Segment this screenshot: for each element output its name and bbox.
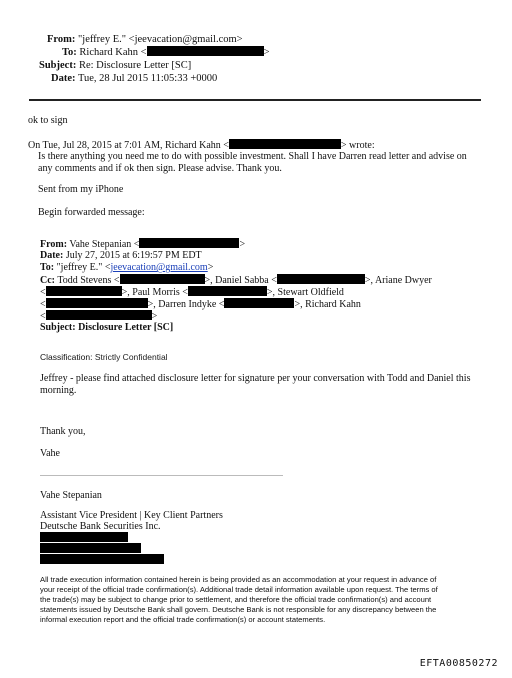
fwd-to-email-link[interactable]: jeevacation@gmail.com — [110, 262, 208, 273]
message-name: Vahe — [40, 448, 60, 459]
quote-intro-pre: On Tue, Jul 28, 2015 at 7:01 AM, Richard Kahn < — [28, 140, 229, 151]
fwd-date-row — [40, 250, 202, 263]
redaction-box — [277, 274, 365, 284]
redaction-box — [224, 298, 294, 308]
fwd-cc-text: > — [151, 311, 158, 322]
disclaimer-line: All trade execution information contained herein is being provided as an accommodation at your request in advance of — [40, 575, 437, 584]
redaction-box — [40, 554, 164, 564]
fwd-cc-text: >, Stewart Oldfield — [266, 287, 344, 298]
disclaimer-line: the trade(s) may be subject to change prior to settlement, and therefore the official trade confirmation(s) and account — [40, 595, 432, 604]
fwd-date-value: July 27, 2015 at 6:19:57 PM EDT — [65, 250, 202, 261]
header-to-label: To: — [62, 47, 77, 58]
fwd-from-label: From: — [40, 239, 68, 250]
header-date-label: Date: — [51, 73, 76, 84]
header-date-row — [51, 72, 217, 85]
fwd-cc-text: >, Darren Indyke < — [147, 299, 225, 310]
fwd-cc-text: < — [40, 299, 46, 310]
redaction-box — [46, 310, 152, 320]
fwd-subject-row — [40, 322, 173, 335]
header-from-label: From: — [47, 34, 76, 45]
disclaimer-line: your receipt of the official trade confirmation(s). Additional trade detail information available upon request. The terms of — [40, 585, 438, 594]
header-date-value: Tue, 28 Jul 2015 11:05:33 +0000 — [77, 73, 218, 84]
fwd-subject-value: Disclosure Letter [SC] — [78, 322, 174, 333]
header-to-value: Richard Kahn < — [79, 47, 147, 58]
quote-line-1: Is there anything you need me to do with possible investment. Shall I have Darren read letter and advise on — [38, 151, 467, 162]
header-to-close: > — [263, 47, 270, 58]
fwd-cc-text: Todd Stevens < — [57, 275, 120, 286]
header-subject-label: Subject: — [39, 60, 77, 71]
disclaimer-line: informal execution report and the official trade confirmation(s) or account statements. — [40, 615, 326, 624]
fwd-from-value: Vahe Stepanian < — [69, 239, 140, 250]
classification-line — [40, 352, 168, 363]
fwd-to-close: > — [207, 262, 214, 273]
message-line-2: morning. — [40, 385, 77, 396]
fwd-cc-text: >, Daniel Sabba < — [204, 275, 277, 286]
redaction-box — [40, 532, 128, 542]
quote-line-2: any comments and if ok then sign. Please advise. Thank you. — [38, 163, 282, 174]
classification-value: Strictly Confidential — [94, 352, 168, 362]
quote-intro-post: > wrote: — [340, 140, 375, 151]
header-to-row — [62, 46, 270, 59]
fwd-to-value: "jeffrey E." < — [56, 262, 111, 273]
fwd-date-label: Date: — [40, 250, 64, 261]
fwd-cc-text: >, Paul Morris < — [121, 287, 188, 298]
document-id: EFTA00850272 — [419, 658, 498, 669]
header-subject-value: Re: Disclosure Letter [SC] — [78, 60, 192, 71]
forwarded-line: Begin forwarded message: — [38, 207, 145, 218]
fwd-cc-text: < — [40, 311, 46, 322]
fwd-to-label: To: — [40, 262, 55, 273]
header-subject-row — [39, 59, 191, 72]
redaction-box — [120, 274, 205, 284]
disclaimer-line: statements issued by Deutsche Bank shall govern. Deutsche Bank is not responsible for any discrepancy between the — [40, 605, 437, 614]
fwd-from-close: > — [239, 239, 246, 250]
redaction-box — [46, 298, 148, 308]
redaction-box — [188, 286, 267, 296]
sent-from-line: Sent from my iPhone — [38, 184, 124, 195]
fwd-cc-label: Cc: — [40, 275, 55, 286]
fwd-subject-label: Subject: — [40, 322, 76, 333]
redaction-box — [229, 139, 341, 149]
reply-body: ok to sign — [28, 115, 68, 126]
fwd-cc-text: >, Ariane Dwyer — [364, 275, 432, 286]
fwd-cc-text: < — [40, 287, 46, 298]
classification-label: Classification: — [40, 352, 93, 362]
header-from-row — [47, 33, 243, 46]
signature-title: Assistant Vice President | Key Client Partners — [40, 510, 223, 521]
signature-company: Deutsche Bank Securities Inc. — [40, 521, 161, 532]
fwd-to-row — [40, 262, 213, 275]
signature-divider — [40, 475, 283, 476]
redaction-box — [40, 543, 141, 553]
fwd-cc-text: >, Richard Kahn — [294, 299, 361, 310]
message-thanks: Thank you, — [40, 426, 86, 437]
header-divider — [29, 99, 481, 101]
header-from-value: "jeffrey E." <jeevacation@gmail.com> — [78, 34, 243, 45]
message-line-1: Jeffrey - please find attached disclosure letter for signature per your conversation with Todd and Daniel this — [40, 373, 471, 384]
redaction-box — [139, 238, 239, 248]
redaction-box — [46, 286, 122, 296]
signature-name: Vahe Stepanian — [40, 490, 102, 501]
redaction-box — [147, 46, 264, 56]
